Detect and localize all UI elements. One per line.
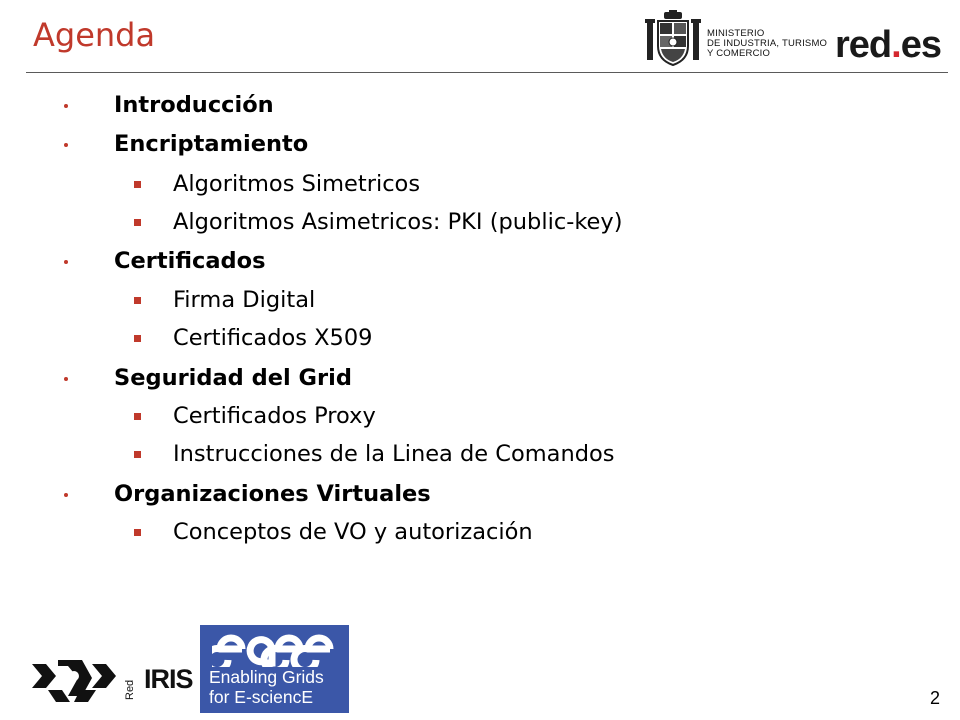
reds-logo — [835, 26, 941, 64]
slide-page-number: 2 — [930, 688, 941, 708]
bullet-dot-icon — [64, 377, 68, 381]
bullet-dot-icon — [64, 493, 68, 497]
reds-logo-suffix: es — [900, 24, 941, 66]
agenda-subitem-firma-digital — [173, 287, 315, 313]
agenda-item-label: Encriptamiento — [114, 131, 309, 157]
bullet-square-icon — [134, 451, 141, 458]
agenda-item-label: Instrucciones de la Linea de Comandos — [173, 441, 615, 467]
agenda-subitem-certificados-x509 — [173, 325, 373, 351]
bullet-square-icon — [134, 219, 141, 226]
bullet-square-icon — [134, 413, 141, 420]
agenda-item-label: Certificados X509 — [173, 325, 373, 351]
agenda-item-label: Conceptos de VO y autorización — [173, 519, 533, 545]
agenda-item-label: Introducción — [114, 92, 274, 118]
agenda-subitem-certificados-proxy — [173, 403, 376, 429]
slide-title: Agenda — [33, 16, 156, 54]
agenda-item-encriptamiento — [114, 131, 308, 157]
agenda-item-label: Algoritmos Simetricos — [173, 171, 421, 197]
egee-wordmark-icon — [212, 629, 336, 667]
agenda-item-label: Organizaciones Virtuales — [114, 481, 431, 507]
agenda-item-seguridad-grid — [114, 365, 352, 391]
bullet-dot-icon — [64, 143, 68, 147]
bullet-square-icon — [134, 529, 141, 536]
ministry-line: DE INDUSTRIA, TURISMO — [707, 38, 828, 49]
rediris-wordmark: IRIS — [144, 664, 193, 694]
ministry-label — [707, 29, 827, 59]
egee-logo — [200, 625, 349, 713]
agenda-subitem-algoritmos-asimetricos — [173, 209, 622, 235]
rediris-symbol-icon — [28, 656, 120, 708]
egee-tagline-line: for E-sciencE — [209, 687, 314, 707]
rediris-logo — [28, 656, 208, 708]
spanish-coat-of-arms-icon — [645, 10, 701, 68]
agenda-item-certificados — [114, 248, 266, 274]
agenda-item-label: Algoritmos Asimetricos: PKI (public-key) — [173, 209, 623, 235]
ministry-line: MINISTERIO — [707, 28, 765, 39]
egee-tagline-line: Enabling Grids — [209, 667, 324, 687]
agenda-item-label: Certificados Proxy — [173, 403, 376, 429]
egee-tagline — [209, 667, 324, 707]
agenda-subitem-conceptos-vo — [173, 519, 533, 545]
agenda-item-label: Firma Digital — [173, 287, 316, 313]
agenda-subitem-instrucciones — [173, 441, 614, 467]
ministry-logo — [645, 10, 828, 68]
title-divider — [26, 72, 948, 73]
agenda-item-label: Seguridad del Grid — [114, 365, 352, 391]
reds-logo-main: red — [835, 24, 892, 66]
bullet-dot-icon — [64, 104, 68, 108]
bullet-square-icon — [134, 335, 141, 342]
agenda-item-label: Certificados — [114, 248, 266, 274]
agenda-subitem-algoritmos-simetricos — [173, 171, 420, 197]
agenda-item-introduccion — [114, 92, 274, 118]
agenda-item-organizaciones-virtuales — [114, 481, 431, 507]
rediris-prefix: Red — [124, 679, 136, 700]
ministry-line: Y COMERCIO — [707, 48, 771, 59]
bullet-dot-icon — [64, 260, 68, 264]
reds-logo-dot: . — [891, 24, 901, 66]
bullet-square-icon — [134, 297, 141, 304]
bullet-square-icon — [134, 181, 141, 188]
